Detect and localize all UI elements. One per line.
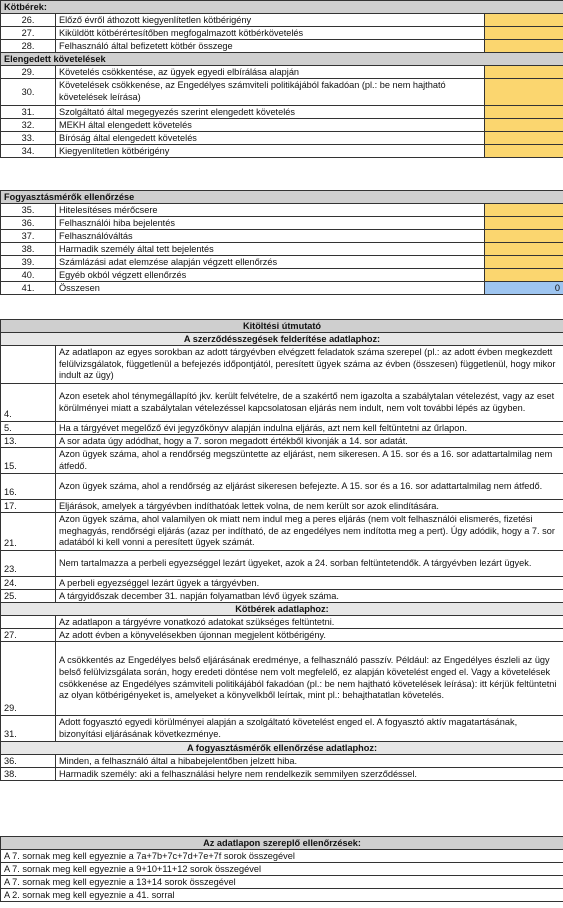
row-label: Hitelesítéses mérőcsere — [56, 204, 485, 217]
instruction-text: Ha a tárgyévet megelőző évi jegyzőkönyv alapján indulna eljárás, azt nem kell feltüntetni az űrlapon. — [56, 422, 563, 435]
table-row — [1, 40, 563, 53]
row-label: Követelések csökkenése, az Engedélyes számviteli politikájából fakadóan (pl.: be nem hajtható követelések leírása) — [56, 79, 485, 106]
table-row — [1, 14, 563, 27]
list-item — [1, 474, 563, 500]
row-number: 16. — [1, 474, 56, 500]
instruction-text: A sor adata úgy adódhat, hogy a 7. soron megadott értékből kivonják a 14. sor adatát. — [56, 435, 563, 448]
list-item — [1, 448, 563, 474]
list-item — [1, 642, 563, 716]
row-label: Előző évről áthozott kiegyenlítetlen kötbérigény — [56, 14, 485, 27]
row-number: 29. — [1, 642, 56, 716]
value-input[interactable] — [485, 27, 563, 40]
instructions-subtitle: Kötbérek adatlaphoz: — [1, 603, 563, 616]
row-number: 31. — [1, 716, 56, 742]
row-label: Kiküldött kötbérértesítőben megfogalmazott kötbérkövetelés — [56, 27, 485, 40]
instruction-text: Adott fogyasztó egyedi körülményei alapján a szolgáltató követelést enged el. A fogyasztó aktív magatartásának, bizonyítási eljárásának következménye. — [56, 716, 563, 742]
row-number: 15. — [1, 448, 56, 474]
value-input[interactable] — [485, 230, 563, 243]
instructions-subtitle: A fogyasztásmérők ellenőrzése adatlaphoz: — [1, 742, 563, 755]
row-number: 36. — [1, 217, 56, 230]
list-item — [1, 755, 563, 768]
row-number — [1, 346, 56, 384]
row-number: 35. — [1, 204, 56, 217]
table-row — [1, 27, 563, 40]
value-input[interactable] — [485, 217, 563, 230]
row-label: Összesen — [56, 282, 485, 295]
row-number: 34. — [1, 145, 56, 158]
row-number: 38. — [1, 243, 56, 256]
row-number: 13. — [1, 435, 56, 448]
row-number: 29. — [1, 66, 56, 79]
row-number: 41. — [1, 282, 56, 295]
list-item — [1, 768, 563, 781]
instruction-text: Az adott évben a könyvelésekben újonnan megjelent kötbérigény. — [56, 629, 563, 642]
instruction-text: Azon ügyek száma, ahol valamilyen ok miatt nem indul meg a peres eljárás (nem volt felhasználói elismerés, fizetési meghagyás, rendőrségi eljárás (azaz per indítható, de az engedélyes nem indította meg a pert). Úgy adódik, hogy a 7. sor adatából ki kell vonni a peresített ügyek számát. — [56, 513, 563, 551]
list-item — [1, 346, 563, 384]
row-label: Bíróság által elengedett követelés — [56, 132, 485, 145]
row-label: Felhasználóváltás — [56, 230, 485, 243]
value-input[interactable] — [485, 79, 563, 106]
value-input[interactable] — [485, 106, 563, 119]
instruction-text: Azon ügyek száma, ahol a rendőrség megszüntette az eljárást, nem sikeresen. A 15. sor és a 16. sor adattartalmilag nem átfedő. — [56, 448, 563, 474]
row-label: Kiegyenlítetlen kötbérigény — [56, 145, 485, 158]
check-text: A 7. sornak meg kell egyeznie a 7a+7b+7c+7d+7e+7f sorok összegével — [1, 850, 563, 863]
row-number: 31. — [1, 106, 56, 119]
value-input[interactable] — [485, 66, 563, 79]
instructions-title: Kitöltési útmutató — [1, 320, 563, 333]
value-input[interactable] — [485, 40, 563, 53]
row-label: Számlázási adat elemzése alapján végzett ellenőrzés — [56, 256, 485, 269]
row-number: 39. — [1, 256, 56, 269]
table-row — [1, 269, 563, 282]
row-number — [1, 616, 56, 629]
value-input[interactable] — [485, 145, 563, 158]
section-title-elengedett: Elengedett követelések — [1, 53, 563, 66]
row-number: 5. — [1, 422, 56, 435]
row-label: Felhasználó által befizetett kötbér összege — [56, 40, 485, 53]
list-item — [1, 863, 563, 876]
list-item — [1, 435, 563, 448]
instruction-text: Az adatlapon a tárgyévre vonatkozó adatokat szükséges feltüntetni. — [56, 616, 563, 629]
instruction-text: Eljárások, amelyek a tárgyévben indíthatóak lettek volna, de nem került sor azok elindítására. — [56, 500, 563, 513]
row-label: Egyéb okból végzett ellenőrzés — [56, 269, 485, 282]
value-input[interactable] — [485, 269, 563, 282]
table-row — [1, 217, 563, 230]
row-number: 36. — [1, 755, 56, 768]
list-item — [1, 384, 563, 422]
row-number: 33. — [1, 132, 56, 145]
table-row — [1, 204, 563, 217]
instruction-text: Azon esetek ahol ténymegállapító jkv. került felvételre, de a szakértő nem igazolta a szabálytalan vételezést, vagy az eset körülményei miatt a szabálytalan vételezéssel kapcsolatosan eljárás nem indult, nem volt további lépés az ügyben. — [56, 384, 563, 422]
instruction-text: A perbeli egyezséggel lezárt ügyek a tárgyévben. — [56, 577, 563, 590]
list-item — [1, 500, 563, 513]
meter-table — [0, 190, 563, 295]
list-item — [1, 577, 563, 590]
list-item — [1, 590, 563, 603]
check-text: A 2. sornak meg kell egyeznie a 41. sorral — [1, 889, 563, 902]
row-number: 17. — [1, 500, 56, 513]
row-number: 40. — [1, 269, 56, 282]
row-number: 27. — [1, 629, 56, 642]
section-title-kotberek: Kötbérek: — [1, 1, 563, 14]
row-number: 24. — [1, 577, 56, 590]
row-number: 23. — [1, 551, 56, 577]
list-item — [1, 629, 563, 642]
value-input[interactable] — [485, 14, 563, 27]
instruction-text: Nem tartalmazza a perbeli egyezséggel lezárt ügyeket, azok a 24. sorban feltüntetendők. A tárgyévben lezárt ügyek. — [56, 551, 563, 577]
instruction-text: Minden, a felhasználó által a hibabejelentőben jelzett hiba. — [56, 755, 563, 768]
table-row — [1, 145, 563, 158]
list-item — [1, 513, 563, 551]
table-row — [1, 119, 563, 132]
row-number: 28. — [1, 40, 56, 53]
list-item — [1, 716, 563, 742]
row-label: MEKH által elengedett követelés — [56, 119, 485, 132]
list-item — [1, 551, 563, 577]
row-number: 38. — [1, 768, 56, 781]
value-input[interactable] — [485, 256, 563, 269]
table-row — [1, 66, 563, 79]
row-number: 30. — [1, 79, 56, 106]
table-row-total — [1, 282, 563, 295]
instruction-text: A csökkentés az Engedélyes belső eljárásának eredménye, a felhasználó passzív. Például: az Engedélyes észleli az ügy belső felülvizsgálata során, hogy eredeti döntése nem volt megfelelő, ez alapján követelést enged el. Vagy a követelések csökkenése az Engedélyes számviteli politikájából fakadóan (pl.: be nem hajtható követelések leírása): itt kérjük feltüntetni az olyan kötbérigényeket is, amelyeket a könyvelkből leírtak, mint pl.: behajthatatlan követelés. — [56, 642, 563, 716]
list-item — [1, 850, 563, 863]
table-row — [1, 106, 563, 119]
checks-table — [0, 836, 563, 902]
value-input[interactable] — [485, 132, 563, 145]
table-row — [1, 256, 563, 269]
row-number: 27. — [1, 27, 56, 40]
row-number: 4. — [1, 384, 56, 422]
value-input[interactable] — [485, 119, 563, 132]
row-number: 21. — [1, 513, 56, 551]
table-row — [1, 79, 563, 106]
list-item — [1, 616, 563, 629]
row-number: 26. — [1, 14, 56, 27]
list-item — [1, 889, 563, 902]
row-label: Szolgáltató által megegyezés szerint elengedett követelés — [56, 106, 485, 119]
row-number: 32. — [1, 119, 56, 132]
instruction-text: Azon ügyek száma, ahol a rendőrség az eljárást sikeresen befejezte. A 15. sor és a 16. sor adattartalmilag nem átfedő. — [56, 474, 563, 500]
table-row — [1, 243, 563, 256]
instructions-table — [0, 319, 563, 781]
row-label: Követelés csökkentése, az ügyek egyedi elbírálása alapján — [56, 66, 485, 79]
total-value: 0 — [485, 282, 563, 295]
checks-title: Az adatlapon szereplő ellenőrzések: — [1, 837, 563, 850]
instruction-text: Az adatlapon az egyes sorokban az adott tárgyévben elvégzett feladatok száma szerepel (pl.: az adott évben megkezdett felülvizsgálatok, függetlenül a befejezés időpontjától, peresített ügyek száma az évben (összesen) függetlenül, hogy mikor indult az ügy) — [56, 346, 563, 384]
instructions-subtitle: A szerződésszegések felderítése adatlaphoz: — [1, 333, 563, 346]
check-text: A 7. sornak meg kell egyeznie a 13+14 sorok összegével — [1, 876, 563, 889]
table-row — [1, 230, 563, 243]
data-table — [0, 0, 563, 158]
instruction-text: Harmadik személy: aki a felhasználási helyre nem rendelkezik semmilyen szerződéssel. — [56, 768, 563, 781]
section-title-fogyasztasmero: Fogyasztásmérők ellenőrzése — [1, 191, 563, 204]
row-label: Felhasználói hiba bejelentés — [56, 217, 485, 230]
list-item — [1, 422, 563, 435]
value-input[interactable] — [485, 243, 563, 256]
check-text: A 7. sornak meg kell egyeznie a 9+10+11+12 sorok összegével — [1, 863, 563, 876]
table-row — [1, 132, 563, 145]
instruction-text: A tárgyidőszak december 31. napján folyamatban lévő ügyek száma. — [56, 590, 563, 603]
row-label: Harmadik személy által tett bejelentés — [56, 243, 485, 256]
list-item — [1, 876, 563, 889]
value-input[interactable] — [485, 204, 563, 217]
row-number: 25. — [1, 590, 56, 603]
row-number: 37. — [1, 230, 56, 243]
